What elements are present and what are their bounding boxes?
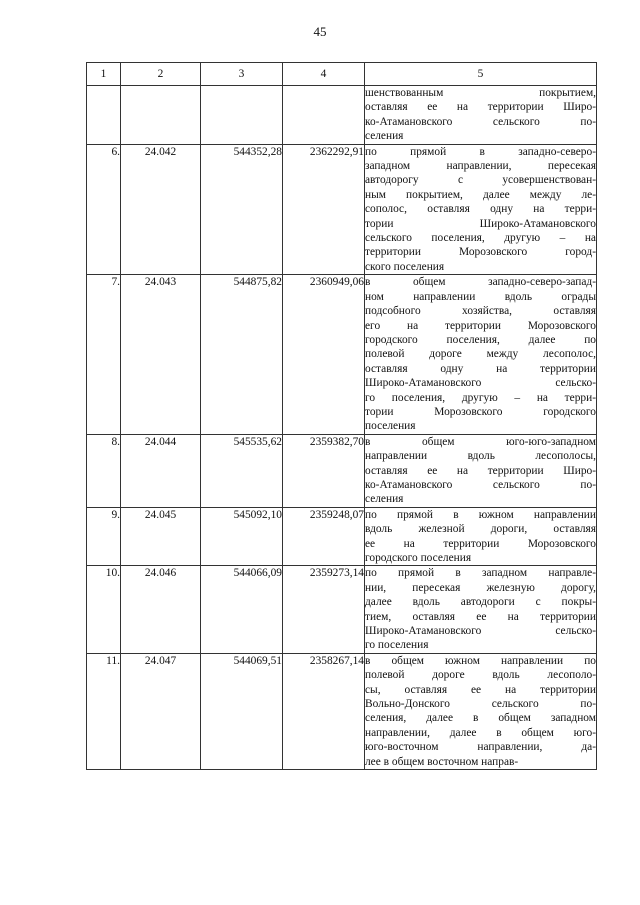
description-line: селения, далее в общем западном bbox=[365, 712, 596, 725]
description-line: ко-Атамановского сельского по- bbox=[365, 115, 596, 128]
point-code-cell: 24.044 bbox=[121, 434, 201, 507]
description-line: полевой дороге между лесополос, bbox=[365, 348, 596, 361]
description-line: оставляя одну на территории bbox=[365, 362, 596, 375]
description-line: тием, оставляя ее на территории bbox=[365, 610, 596, 623]
header-cell: 5 bbox=[365, 63, 597, 86]
point-code-cell: 24.046 bbox=[121, 566, 201, 653]
description-line: селения bbox=[365, 493, 404, 506]
description-line: тории Широко-Атамановского bbox=[365, 217, 596, 230]
description-line: лее в общем восточном направ- bbox=[365, 755, 519, 768]
row-number-cell: 10. bbox=[87, 566, 121, 653]
y-coordinate-cell bbox=[283, 86, 365, 145]
description-line: по прямой в южном направлении bbox=[365, 508, 596, 521]
x-coordinate-cell: 545535,62 bbox=[201, 434, 283, 507]
description-line: го поселения, другую – на терри- bbox=[365, 391, 596, 404]
description-line: ее на территории Морозовского bbox=[365, 537, 596, 550]
description-line: ского поселения bbox=[365, 260, 445, 273]
row-number-cell: 8. bbox=[87, 434, 121, 507]
header-cell: 3 bbox=[201, 63, 283, 86]
description-line: Широко-Атамановского сельско- bbox=[365, 377, 596, 390]
point-code-cell: 24.047 bbox=[121, 653, 201, 769]
description-line: тории Морозовского городского bbox=[365, 405, 596, 418]
description-line: ном направлении вдоль ограды bbox=[365, 290, 596, 303]
point-code-cell: 24.042 bbox=[121, 144, 201, 275]
description-line: направлении вдоль лесополосы, bbox=[365, 450, 596, 463]
description-line: Вольно-Донского сельского по- bbox=[365, 698, 596, 711]
description-line: автодорогу с усовершенствован- bbox=[365, 174, 596, 187]
description-line: направлении, далее в общем юго- bbox=[365, 726, 596, 739]
description-cell bbox=[365, 434, 597, 507]
y-coordinate-cell: 2358267,14 bbox=[283, 653, 365, 769]
description-line: шенствованным покрытием, bbox=[365, 87, 596, 99]
y-coordinate-cell: 2362292,91 bbox=[283, 144, 365, 275]
description-line: в общем западно-северо-запад- bbox=[365, 276, 596, 289]
description-cell bbox=[365, 507, 597, 566]
description-line: далее вдоль автодороги с покры- bbox=[365, 596, 596, 609]
table-row bbox=[87, 275, 597, 434]
y-coordinate-cell: 2359248,07 bbox=[283, 507, 365, 566]
table-row bbox=[87, 507, 597, 566]
description-line: в общем юго-юго-западном bbox=[365, 435, 596, 448]
point-code-cell bbox=[121, 86, 201, 145]
description-line: по прямой в западно-северо- bbox=[365, 145, 596, 158]
table-row bbox=[87, 566, 597, 653]
description-line: ным покрытием, далее между ле- bbox=[365, 188, 596, 201]
description-line: вдоль железной дороги, оставляя bbox=[365, 523, 596, 536]
description-line: го поселения bbox=[365, 639, 429, 652]
description-line: сополос, оставляя одну на терри- bbox=[365, 203, 596, 216]
row-number-cell: 11. bbox=[87, 653, 121, 769]
description-line: поселения bbox=[365, 420, 416, 433]
description-line: городского поселения, далее по bbox=[365, 333, 596, 346]
description-line: ко-Атамановского сельского по- bbox=[365, 478, 596, 491]
table-row bbox=[87, 144, 597, 275]
y-coordinate-cell: 2360949,06 bbox=[283, 275, 365, 434]
description-line: оставляя ее на территории Широ- bbox=[365, 464, 596, 477]
x-coordinate-cell: 544875,82 bbox=[201, 275, 283, 434]
description-line: по прямой в западном направле- bbox=[365, 567, 596, 580]
x-coordinate-cell: 544069,51 bbox=[201, 653, 283, 769]
header-cell: 1 bbox=[87, 63, 121, 86]
row-number-cell: 6. bbox=[87, 144, 121, 275]
description-line: в общем южном направлении по bbox=[365, 654, 596, 667]
boundary-table bbox=[86, 62, 597, 770]
description-cell bbox=[365, 653, 597, 769]
description-line: полевой дороге вдоль лесополо- bbox=[365, 669, 596, 682]
header-cell: 4 bbox=[283, 63, 365, 86]
x-coordinate-cell: 545092,10 bbox=[201, 507, 283, 566]
description-line: Широко-Атамановского сельско- bbox=[365, 625, 596, 638]
description-cell bbox=[365, 566, 597, 653]
y-coordinate-cell: 2359273,14 bbox=[283, 566, 365, 653]
table-row bbox=[87, 653, 597, 769]
table-row bbox=[87, 86, 597, 145]
description-cell bbox=[365, 275, 597, 434]
x-coordinate-cell: 544066,09 bbox=[201, 566, 283, 653]
description-line: сельского поселения, другую – на bbox=[365, 232, 596, 245]
point-code-cell: 24.043 bbox=[121, 275, 201, 434]
x-coordinate-cell: 544352,28 bbox=[201, 144, 283, 275]
y-coordinate-cell: 2359382,70 bbox=[283, 434, 365, 507]
description-cell bbox=[365, 144, 597, 275]
description-line: его на территории Морозовского bbox=[365, 319, 596, 332]
description-line: сы, оставляя ее на территории bbox=[365, 683, 596, 696]
page-number: 45 bbox=[313, 24, 327, 39]
header-cell: 2 bbox=[121, 63, 201, 86]
description-line: оставляя ее на территории Широ- bbox=[365, 101, 596, 114]
description-line: нии, пересекая железную дорогу, bbox=[365, 581, 596, 594]
row-number-cell: 7. bbox=[87, 275, 121, 434]
description-line: городского поселения bbox=[365, 552, 472, 564]
row-number-cell: 9. bbox=[87, 507, 121, 566]
header-row bbox=[87, 63, 597, 86]
description-line: западном направлении, пересекая bbox=[365, 160, 596, 173]
row-number-cell bbox=[87, 86, 121, 145]
description-line: подсобного хозяйства, оставляя bbox=[365, 305, 596, 318]
x-coordinate-cell bbox=[201, 86, 283, 145]
description-cell bbox=[365, 86, 597, 145]
point-code-cell: 24.045 bbox=[121, 507, 201, 566]
description-line: селения bbox=[365, 130, 404, 143]
description-line: территории Морозовского город- bbox=[365, 246, 596, 259]
table-row bbox=[87, 434, 597, 507]
description-line: юго-восточном направлении, да- bbox=[365, 741, 596, 754]
